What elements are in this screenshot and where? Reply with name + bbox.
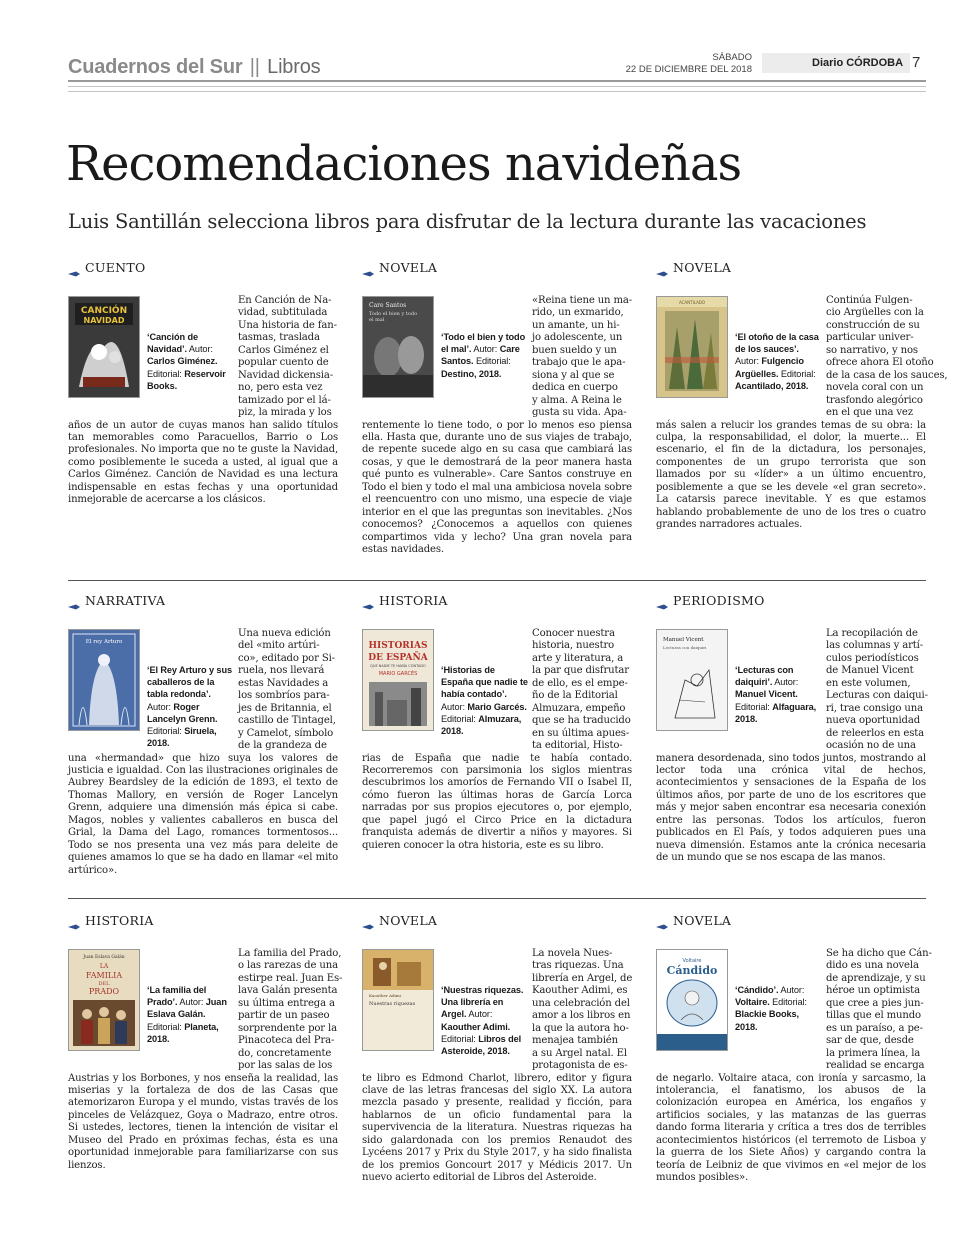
book-cover-image bbox=[362, 629, 434, 731]
review-line: de aprendizaje, y su bbox=[826, 972, 926, 984]
review-line: librería en Argel, de bbox=[532, 972, 633, 984]
review-line: de la grandeza de bbox=[238, 740, 327, 752]
issue-day: SÁBADO bbox=[712, 52, 752, 63]
row-divider-2 bbox=[68, 898, 926, 899]
review-text-intro bbox=[238, 948, 343, 1073]
category-label bbox=[68, 593, 165, 608]
book-credit bbox=[147, 664, 235, 749]
review-line: su última entrega a bbox=[238, 997, 335, 1009]
review-line: a su Argel natal. El bbox=[532, 1047, 627, 1059]
category-label bbox=[68, 913, 154, 928]
review-line: ofrece ahora El otoño bbox=[826, 357, 934, 369]
review-line: una celebración del bbox=[532, 997, 630, 1009]
svg-text:Voltaire: Voltaire bbox=[682, 958, 702, 964]
newspaper-prefix: Diario bbox=[812, 57, 847, 69]
book-author: Manuel Vicent. bbox=[735, 689, 798, 700]
review-line: rido, un exmarido, bbox=[532, 307, 624, 319]
review-line: Almuzara, empeño bbox=[532, 702, 626, 714]
review-line: sar de que, desde bbox=[826, 1035, 914, 1047]
pen-nib-icon bbox=[656, 598, 668, 604]
review-line: tasmas, traslada bbox=[238, 332, 320, 344]
svg-text:el mal: el mal bbox=[369, 317, 385, 323]
author-label: Autor: bbox=[441, 701, 465, 712]
author-label: Autor: bbox=[147, 701, 171, 712]
review-line: La novela Nues- bbox=[532, 948, 613, 959]
book-title: ‘El Rey Arturo y sus caballeros de la tabla redonda’. bbox=[147, 665, 232, 700]
svg-text:Cándido: Cándido bbox=[666, 964, 718, 977]
book-publisher: Destino, 2018. bbox=[441, 368, 502, 379]
section-name: Cuadernos del Sur bbox=[68, 56, 243, 78]
svg-text:Care Santos: Care Santos bbox=[369, 302, 407, 309]
book-cover-image bbox=[656, 949, 728, 1051]
header-rule-top bbox=[68, 80, 926, 82]
category-label bbox=[362, 913, 437, 928]
book-author: Care Santos. bbox=[441, 344, 520, 367]
category-label bbox=[362, 260, 437, 275]
book-author: Fulgencio Argüelles. bbox=[735, 356, 804, 379]
review-line: tamizado por el lá- bbox=[238, 394, 331, 406]
review-line: Continúa Fulgen- bbox=[826, 295, 913, 306]
book-author: Roger Lancelyn Grenn. bbox=[147, 701, 218, 724]
review-line: «Reina tiene un ma- bbox=[532, 295, 633, 306]
review-line: no, pero esta vez bbox=[238, 382, 323, 394]
category-label bbox=[362, 593, 448, 608]
category-label bbox=[656, 593, 765, 608]
review-line: menajea también bbox=[532, 1035, 618, 1047]
review-text-body: rentemente lo tiene todo, o por lo menos eso piensa ella. Hasta que, durante uno de sus viajes de trabajo, de repente sucede algo en su casa que cambiará las cosas, y que le demostrará de la peor manera hasta qué punto es vulnerable». Care Santos construye en Todo el bien y todo el mal una ambiciosa novela sobre el reencuentro con uno mismo, una especie de viaje interior en el que las preguntas son inevitables. ¿Nos conocemos? ¿Conocemos a aquellos con quienes compartimos vida y lecho? Una gran novela para estas navidades. bbox=[362, 419, 632, 556]
review-line: ta editorial, Histo- bbox=[532, 740, 623, 752]
review-line: de releerlos en esta bbox=[826, 727, 925, 739]
review-line: partir de un paseo bbox=[238, 1010, 330, 1022]
review-line: Carlos Giménez el bbox=[238, 344, 329, 356]
issue-full-date: 22 DE DICIEMBRE DEL 2018 bbox=[625, 64, 752, 75]
review-line: culos periodísticos bbox=[826, 652, 919, 664]
review-line: piz, la mirada y los bbox=[238, 407, 332, 419]
book-publisher: Acantilado, 2018. bbox=[735, 380, 809, 391]
review-line: o las rarezas de una bbox=[238, 960, 338, 972]
row-divider-1 bbox=[68, 580, 926, 581]
review-line: en el que una vez bbox=[826, 407, 913, 419]
review-line: que cree a pies jun- bbox=[826, 997, 924, 1009]
book-publisher: Reservoir Books. bbox=[147, 368, 226, 391]
category-label bbox=[656, 913, 731, 928]
book-author: Juan Eslava Galán. bbox=[147, 997, 227, 1020]
svg-text:Juan Eslava Galán: Juan Eslava Galán bbox=[83, 955, 125, 960]
review-text-body: rias de España que nadie te había contado. Recorreremos con parsimonia los siglos mientras descubrimos los amoríos de Fernando VII o Isabel II, cómo fueron las últimas horas de García Lorca narradas por sus propios ejecutores o, por ejemplo, que papel jugó el Circo Price en la dictadura franquista además de divertir a niños y mayores. Si quieren conocer la otra historia, este es su libro. bbox=[362, 752, 632, 851]
category-text: NOVELA bbox=[673, 260, 732, 275]
review-text-intro bbox=[826, 628, 928, 753]
page-number: 7 bbox=[912, 54, 921, 71]
book-credit bbox=[735, 984, 823, 1033]
review-line: ocasión no de una bbox=[826, 740, 916, 752]
newspaper-city: CÓRDOBA bbox=[846, 57, 904, 69]
svg-text:FAMILIA: FAMILIA bbox=[85, 971, 123, 980]
book-cover-image bbox=[362, 296, 434, 398]
publisher-label: Editorial: bbox=[147, 1021, 182, 1032]
book-title: ‘Cándido’. bbox=[735, 985, 779, 995]
review-line: en este volumen, bbox=[826, 677, 911, 689]
review-text-body: una «hermandad» que hizo suya los valores de justicia e igualdad. Con las ilustraciones originales de Aubrey Beardsley de la edición de 1893, el texto de Thomas Mallory, en versión de Roger Lancelyn Grenn, adquiere una dimensión más épica si cabe. Magos, nobles y valientes caballeros en busca del Grial, la Dama del Lago, romances tormentosos... Todo se nos presenta una vez más para deleite de quienes amamos lo que se ha dado en llamar «el mito artúrico». bbox=[68, 752, 338, 876]
review-line: Una historia de fan- bbox=[238, 319, 337, 331]
review-line: de la casa de los sauces, bbox=[826, 369, 948, 381]
review-line: y alma. A Reina le bbox=[532, 394, 622, 406]
review-line: estirpe real. Juan Es- bbox=[238, 972, 343, 984]
review-text-intro bbox=[826, 295, 948, 420]
page-title: Recomendaciones navideñas bbox=[66, 136, 742, 192]
book-credit bbox=[147, 331, 235, 392]
pen-nib-icon bbox=[656, 265, 668, 271]
publisher-label: Editorial: bbox=[441, 1033, 476, 1044]
review-line: dido es una novela bbox=[826, 960, 919, 972]
review-line: del «mito artúri- bbox=[238, 640, 320, 652]
review-line: ño de la Editorial bbox=[532, 690, 618, 702]
section-header bbox=[68, 56, 320, 79]
publisher-label: Editorial: bbox=[475, 356, 511, 367]
review-line: historia, nuestro bbox=[532, 640, 615, 652]
review-line: La recopilación de bbox=[826, 628, 918, 639]
book-credit bbox=[147, 984, 235, 1045]
book-title: ‘Lecturas con daiquiri’. bbox=[735, 665, 794, 688]
header-rule-bottom bbox=[68, 91, 926, 92]
issue-date bbox=[560, 52, 752, 76]
review-line: la par que disfrutar bbox=[532, 665, 629, 677]
review-line: estas Navidades a bbox=[238, 677, 329, 689]
review-line: tras riquezas. Una bbox=[532, 960, 624, 972]
book-credit bbox=[441, 664, 529, 737]
review-line: novela coral con un bbox=[826, 382, 924, 394]
section-separator: || bbox=[249, 56, 260, 78]
book-publisher: Almuzara, 2018. bbox=[441, 713, 522, 737]
review-line: construcción de su bbox=[826, 319, 920, 331]
review-line: jes de Britannia, el bbox=[238, 702, 332, 714]
pen-nib-icon bbox=[68, 918, 80, 924]
category-text: NARRATIVA bbox=[85, 593, 166, 608]
review-line: y Camelot, símbolo bbox=[238, 727, 334, 739]
book-credit bbox=[735, 331, 823, 392]
review-text-intro bbox=[532, 948, 633, 1073]
svg-text:DEL: DEL bbox=[98, 981, 110, 987]
review-line: Se ha dicho que Cán- bbox=[826, 948, 932, 959]
book-cover-image bbox=[362, 949, 434, 1051]
newspaper-name bbox=[762, 53, 910, 73]
review-line: trabajo que le apa- bbox=[532, 357, 626, 369]
review-line: héroe un optimista bbox=[826, 985, 920, 997]
review-text-intro bbox=[532, 628, 630, 753]
review-text-body: años de un autor de cuyas manos han salido títulos tan memorables como Paracuellos, Barrio o Los profesionales. No importa que no te guste la Navidad, como posiblemente le suceda a usted, al igual que a Carlos Giménez. Canción de Navidad es una lectura indispensable en estas fechas y una oportunidad inmejorable de acercarse a los clásicos. bbox=[68, 419, 338, 506]
category-text: PERIODISMO bbox=[673, 593, 765, 608]
svg-text:QUE NADIE TE HABÍA CONTADO: QUE NADIE TE HABÍA CONTADO bbox=[370, 664, 426, 668]
book-cover-image bbox=[656, 296, 728, 398]
review-line: la primera línea, la bbox=[826, 1047, 921, 1059]
review-line: do, concretamente bbox=[238, 1047, 332, 1059]
category-text: HISTORIA bbox=[85, 913, 154, 928]
review-line: buen sueldo y un bbox=[532, 344, 617, 356]
pen-nib-icon bbox=[362, 265, 374, 271]
book-title: ‘Todo el bien y todo el mal’. bbox=[441, 332, 526, 355]
svg-text:CANCIÓN: CANCIÓN bbox=[80, 306, 128, 316]
review-line: Pinacoteca del Pra- bbox=[238, 1035, 335, 1047]
review-line: Navidad dickensia- bbox=[238, 369, 333, 381]
book-publisher: Alfaguara, 2018. bbox=[735, 701, 817, 724]
review-line: Conocer nuestra bbox=[532, 628, 615, 639]
category-text: HISTORIA bbox=[379, 593, 448, 608]
pen-nib-icon bbox=[362, 918, 374, 924]
publisher-label: Editorial: bbox=[147, 368, 182, 379]
review-line: jo adolescente, un bbox=[532, 332, 623, 344]
publisher-label: Editorial: bbox=[780, 368, 816, 379]
book-publisher: Blackie Books, 2018. bbox=[735, 1009, 799, 1032]
category-text: NOVELA bbox=[379, 260, 438, 275]
review-line: arte y literatura, a bbox=[532, 652, 624, 664]
author-label: Autor: bbox=[179, 997, 204, 1008]
review-text-intro bbox=[826, 948, 932, 1073]
review-text-intro bbox=[532, 295, 633, 420]
svg-text:HISTORIAS: HISTORIAS bbox=[368, 641, 428, 651]
review-line: es un paraíso, a pe- bbox=[826, 1022, 923, 1034]
book-author: Voltaire. bbox=[735, 997, 770, 1008]
review-line: Lecturas con daiqui- bbox=[826, 690, 928, 702]
review-line: las columnas y artí- bbox=[826, 640, 924, 652]
svg-text:ACANTILADO: ACANTILADO bbox=[678, 300, 706, 305]
review-line: gusta su vida. Apa- bbox=[532, 407, 627, 419]
page-subtitle: Luis Santillán selecciona libros para disfrutar de la lectura durante las vacaciones bbox=[68, 210, 867, 233]
svg-text:PRADO: PRADO bbox=[88, 987, 120, 996]
book-title: ‘Historias de España que nadie te había contado’. bbox=[441, 665, 528, 700]
review-line: particular univer- bbox=[826, 332, 914, 344]
book-cover-image bbox=[68, 949, 140, 1051]
book-publisher: Planeta, 2018. bbox=[147, 1021, 219, 1044]
book-cover-image bbox=[656, 629, 728, 731]
review-line: protagonista de es- bbox=[532, 1060, 628, 1072]
svg-text:Kaouther Adimi: Kaouther Adimi bbox=[369, 993, 401, 998]
publisher-label: Editorial: bbox=[441, 713, 476, 724]
svg-text:DE ESPAÑA: DE ESPAÑA bbox=[368, 653, 428, 663]
review-line: siona y al que se bbox=[532, 369, 615, 381]
book-cover-image bbox=[68, 629, 140, 731]
author-label: Autor: bbox=[473, 344, 498, 355]
review-line: por las salas de los bbox=[238, 1060, 333, 1072]
review-line: realidad se encarga bbox=[826, 1060, 925, 1072]
category-text: NOVELA bbox=[673, 913, 732, 928]
book-title: ‘El otoño de la casa de los sauces’. bbox=[735, 332, 819, 355]
review-text-intro bbox=[238, 295, 336, 420]
publisher-label: Editorial: bbox=[735, 701, 770, 712]
review-line: Kaouther Adimi, es bbox=[532, 985, 628, 997]
book-author: Carlos Giménez. bbox=[147, 356, 218, 367]
category-text: CUENTO bbox=[85, 260, 146, 275]
review-text-body: manera desordenada, sino todos juntos, mostrando al lector toda una crónica vital de hechos, acontecimientos y sensaciones de la España de los últimos años, por parte de uno de los escritores que más y mejor saben encontrar esa necesaria conexión entre las personas. Todos los artículos, fueron publicados en El País, y todos adquieren pues una nueva dimensión. Estamos ante la crónica necesaria de un mundo que se nos escapa de las manos. bbox=[656, 752, 926, 864]
book-credit bbox=[441, 331, 529, 380]
book-title: ‘La familia del Prado’. bbox=[147, 985, 207, 1008]
author-label: Autor: bbox=[468, 1009, 493, 1020]
review-line: La familia del Prado, bbox=[238, 948, 342, 959]
svg-text:MARIO GARCÉS: MARIO GARCÉS bbox=[378, 671, 418, 677]
pen-nib-icon bbox=[68, 265, 80, 271]
review-line: vidad, subtitulada bbox=[238, 307, 328, 319]
review-line: nueva oportunidad bbox=[826, 715, 921, 727]
book-title: ‘Nuestras riquezas. Una librería en Argel. bbox=[441, 985, 524, 1020]
review-text-body: te libro es Edmond Charlot, librero, editor y figura clave de las letras francesas del siglo XX. La autora mezcla pasado y presente, realidad y ficción, para hablarnos de un oficio fundamental para la supervivencia de la literatura. Nuestras riquezas ha sido galardonada con los premios Renaudot des Lycéens 2017 y Prix du Style 2017, y ha sido finalista de los premios Goncourt 2017 y Médicis 2017. Un nuevo acierto editorial de Libros del Asteroide. bbox=[362, 1072, 632, 1184]
review-text-intro bbox=[238, 628, 336, 753]
review-text-body: de negarlo. Voltaire ataca, con ironía y sarcasmo, la intolerancia, el fanatismo, los abusos de la colonización europea en América, los engaños y artificios sociales, y las matanzas de las guerras dando forma literaria y crítica a tres dos de terribles acontecimientos históricos (el terremoto de Lisboa y la guerra de los Siete Años) y cargando contra la teoría de Leibniz de que vivimos en «el mejor de los mundos posibles». bbox=[656, 1072, 926, 1184]
subsection-name: Libros bbox=[267, 56, 321, 78]
book-title: ‘Canción de Navidad’. bbox=[147, 332, 198, 355]
review-line: en su última apues- bbox=[532, 727, 630, 739]
book-cover-image bbox=[68, 296, 140, 398]
review-line: cio Argüelles con la bbox=[826, 307, 924, 319]
svg-text:NAVIDAD: NAVIDAD bbox=[83, 316, 125, 325]
category-label bbox=[656, 260, 731, 275]
review-line: la que la autora ho- bbox=[532, 1022, 629, 1034]
pen-nib-icon bbox=[656, 918, 668, 924]
publisher-label: Editorial: bbox=[147, 726, 182, 737]
review-line: tillas que el mundo bbox=[826, 1010, 921, 1022]
book-credit bbox=[441, 984, 529, 1057]
author-label: Autor: bbox=[735, 356, 759, 367]
review-line: lava Galán presenta bbox=[238, 985, 338, 997]
review-line: En Canción de Na- bbox=[238, 295, 332, 306]
review-line: popular cuento de bbox=[238, 357, 329, 369]
review-line: ruela, nos llevará bbox=[238, 665, 325, 677]
review-text-body: Austrias y los Borbones, y nos enseña la realidad, las miserias y la fortaleza de dos de las Casas que atemorizaron Europa y el mundo, vistas través de los pinceles de Velázquez, Goya o Madrazo, entre otros. Si ustedes, lectores, tienen la intención de visitar el Museo del Prado en próximas fechas, ésta es una oportunidad inmejorable para familiarizarse con sus lienzos. bbox=[68, 1072, 338, 1171]
book-author: Mario Garcés. bbox=[467, 701, 527, 712]
header-rule-mid bbox=[68, 86, 926, 87]
author-label: Autor: bbox=[774, 677, 799, 688]
pen-nib-icon bbox=[362, 598, 374, 604]
review-line: que se ha traducido bbox=[532, 715, 631, 727]
book-publisher: Siruela, 2018. bbox=[147, 726, 217, 749]
review-line: castillo de Tintagel, bbox=[238, 715, 336, 727]
review-line: so narrativo, y nos bbox=[826, 344, 918, 356]
review-line: de Manuel Vicent bbox=[826, 665, 914, 677]
svg-text:LA: LA bbox=[99, 963, 109, 970]
book-author: Kaouther Adimi. bbox=[441, 1021, 511, 1032]
author-label: Autor: bbox=[188, 344, 213, 355]
svg-text:Todo el bien y todo: Todo el bien y todo bbox=[369, 311, 418, 317]
svg-text:El rey Arturo: El rey Arturo bbox=[85, 639, 123, 645]
publisher-label: Editorial: bbox=[772, 997, 807, 1008]
pen-nib-icon bbox=[68, 598, 80, 604]
review-line: co», editado por Si- bbox=[238, 652, 335, 664]
review-line: Una nueva edición bbox=[238, 628, 331, 639]
category-text: NOVELA bbox=[379, 913, 438, 928]
book-credit bbox=[735, 664, 823, 725]
svg-text:Nuestras riquezas: Nuestras riquezas bbox=[369, 1001, 416, 1007]
review-line: de ello, es el empe- bbox=[532, 677, 628, 689]
category-label bbox=[68, 260, 146, 275]
review-line: amor a los libros en bbox=[532, 1010, 631, 1022]
author-label: Autor: bbox=[780, 985, 805, 995]
svg-text:Manuel Vicent: Manuel Vicent bbox=[663, 637, 704, 643]
svg-text:Lecturas con daiquiri: Lecturas con daiquiri bbox=[663, 645, 707, 650]
review-line: ri, trae consigo una bbox=[826, 702, 923, 714]
review-text-body: más salen a relucir los grandes temas de su obra: la culpa, la responsabilidad, el dolor, la muerte... El escenario, el fin de la dictadura, los personajes, componentes de un grupo terrorista que son llamados por su «líder» a un último encuentro, posiblemente a que se les devele «el gran secreto». La catarsis parece inevitable. Y es que estamos hablando probablemente de uno de los tres o cuatro grandes narradores actuales. bbox=[656, 419, 926, 531]
review-line: trasfondo alegórico bbox=[826, 394, 923, 406]
review-line: sorprendente por la bbox=[238, 1022, 337, 1034]
review-line: un amante, un hi- bbox=[532, 319, 620, 331]
review-line: dedica en cuerpo bbox=[532, 382, 618, 394]
book-publisher: Libros del Asteroide, 2018. bbox=[441, 1033, 522, 1057]
review-line: los sombríos para- bbox=[238, 690, 330, 702]
